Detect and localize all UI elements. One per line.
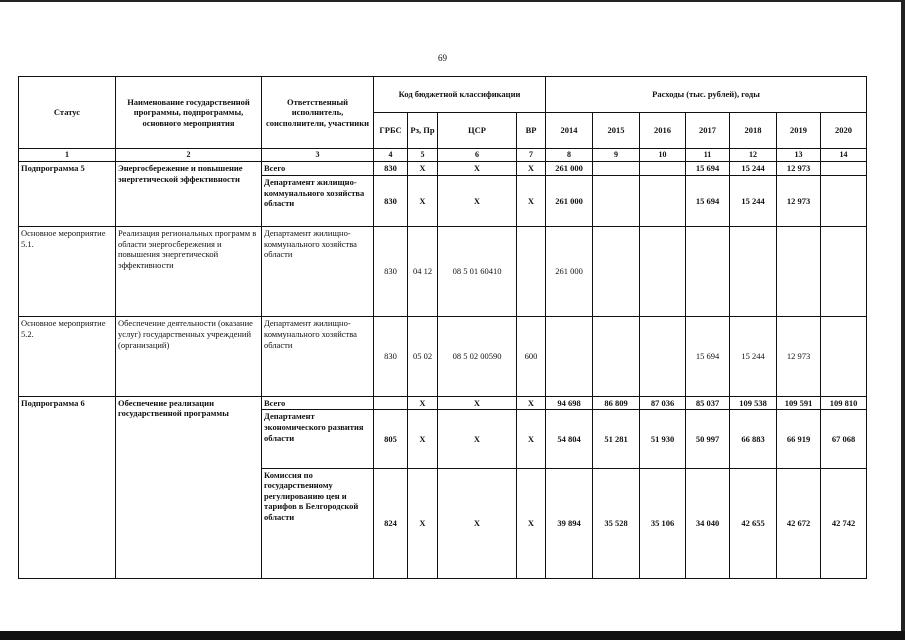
column-number: 4 [374,149,408,162]
value-cell: 50 997 [686,410,730,468]
header-expenses: Расходы (тыс. рублей), годы [546,77,867,113]
value-cell: 109 810 [821,396,867,410]
page-number: 69 [438,53,447,63]
row-status: Основное мероприятие 5.1. [19,227,116,317]
value-cell [640,162,686,176]
row-name: Обеспечение реализации государственной программы [116,396,262,578]
rzpr-cell: Х [408,175,438,226]
rzpr-cell: Х [408,396,438,410]
vr-cell: Х [517,468,546,578]
value-cell: 15 694 [686,162,730,176]
value-cell: 42 655 [730,468,777,578]
budget-table [18,76,867,579]
value-cell [821,175,867,226]
rzpr-cell: Х [408,468,438,578]
value-cell: 34 040 [686,468,730,578]
table-row [19,317,867,396]
table-row [19,396,867,410]
header-budget-code: Код бюджетной классификации [374,77,546,113]
vr-cell: Х [517,162,546,176]
row-executor: Департамент жилищно-коммунального хозяйства области [262,175,374,226]
header-vr: ВР [517,113,546,149]
rzpr-cell: Х [408,410,438,468]
value-cell: 261 000 [546,227,593,317]
value-cell [821,227,867,317]
value-cell [593,175,640,226]
value-cell [730,227,777,317]
value-cell [686,227,730,317]
row-executor: Департамент жилищно-коммунального хозяйства области [262,317,374,396]
row-status: Основное мероприятие 5.2. [19,317,116,396]
value-cell: 54 804 [546,410,593,468]
column-number: 6 [438,149,517,162]
value-cell [777,227,821,317]
value-cell: 12 973 [777,175,821,226]
csr-cell: Х [438,175,517,226]
header-grbs: ГРБС [374,113,408,149]
table-row [19,227,867,317]
csr-cell: 08 5 01 60410 [438,227,517,317]
column-number: 13 [777,149,821,162]
value-cell: 15 694 [686,317,730,396]
column-number: 10 [640,149,686,162]
csr-cell: Х [438,468,517,578]
csr-cell: Х [438,410,517,468]
page-frame-right [901,0,905,640]
header-year: 2015 [593,113,640,149]
value-cell: 261 000 [546,175,593,226]
value-cell: 15 244 [730,317,777,396]
value-cell: 51 281 [593,410,640,468]
column-number: 12 [730,149,777,162]
header-year: 2017 [686,113,730,149]
value-cell: 15 694 [686,175,730,226]
value-cell: 35 528 [593,468,640,578]
vr-cell: Х [517,175,546,226]
header-year: 2016 [640,113,686,149]
column-number: 3 [262,149,374,162]
value-cell: 51 930 [640,410,686,468]
column-number: 8 [546,149,593,162]
page-frame-top [0,0,905,2]
header-year: 2014 [546,113,593,149]
vr-cell: Х [517,396,546,410]
vr-cell: Х [517,410,546,468]
header-year: 2018 [730,113,777,149]
value-cell: 12 973 [777,162,821,176]
column-number: 11 [686,149,730,162]
value-cell: 109 591 [777,396,821,410]
grbs-cell [374,396,408,410]
column-number: 1 [19,149,116,162]
grbs-cell: 805 [374,410,408,468]
vr-cell: 600 [517,317,546,396]
column-number-row [19,149,867,162]
value-cell: 94 698 [546,396,593,410]
value-cell: 15 244 [730,162,777,176]
grbs-cell: 830 [374,162,408,176]
table-row [19,162,867,176]
csr-cell: Х [438,162,517,176]
grbs-cell: 830 [374,227,408,317]
value-cell: 66 883 [730,410,777,468]
grbs-cell: 830 [374,317,408,396]
row-status: Подпрограмма 5 [19,162,116,227]
column-number: 14 [821,149,867,162]
header-rzpr: Рз, Пр [408,113,438,149]
rzpr-cell: Х [408,162,438,176]
page-frame-bottom [0,631,905,640]
row-executor: Департамент жилищно-коммунального хозяйства области [262,227,374,317]
value-cell [640,227,686,317]
header-year: 2019 [777,113,821,149]
value-cell [546,317,593,396]
value-cell [640,317,686,396]
header-csr: ЦСР [438,113,517,149]
rzpr-cell: 04 12 [408,227,438,317]
column-number: 5 [408,149,438,162]
value-cell [593,317,640,396]
header-year: 2020 [821,113,867,149]
row-executor: Всего [262,396,374,410]
header-executor: Ответственный исполнитель, соисполнители, участники [262,77,374,149]
grbs-cell: 824 [374,468,408,578]
value-cell: 261 000 [546,162,593,176]
value-cell: 12 973 [777,317,821,396]
row-name: Обеспечение деятельности (оказание услуг) государственных учреждений (организаций) [116,317,262,396]
row-name: Реализация региональных программ в области энергосбережения и повышения энергетической эффективности [116,227,262,317]
csr-cell: Х [438,396,517,410]
row-executor: Комиссия по государственному регулированию цен и тарифов в Белгородской области [262,468,374,578]
value-cell: 35 106 [640,468,686,578]
value-cell: 42 742 [821,468,867,578]
value-cell [593,162,640,176]
rzpr-cell: 05 02 [408,317,438,396]
value-cell: 39 894 [546,468,593,578]
csr-cell: 08 5 02 00590 [438,317,517,396]
value-cell [593,227,640,317]
vr-cell [517,227,546,317]
row-executor: Всего [262,162,374,176]
value-cell: 66 919 [777,410,821,468]
grbs-cell: 830 [374,175,408,226]
column-number: 2 [116,149,262,162]
value-cell: 87 036 [640,396,686,410]
column-number: 9 [593,149,640,162]
value-cell [821,317,867,396]
value-cell [640,175,686,226]
value-cell: 85 037 [686,396,730,410]
header-row-1 [19,77,867,113]
header-status: Статус [19,77,116,149]
header-name: Наименование государственной программы, подпрограммы, основного мероприятия [116,77,262,149]
value-cell: 42 672 [777,468,821,578]
row-name: Энергосбережение и повышение энергетической эффективности [116,162,262,227]
value-cell: 109 538 [730,396,777,410]
row-executor: Департамент экономического развития области [262,410,374,468]
value-cell [821,162,867,176]
value-cell: 86 809 [593,396,640,410]
value-cell: 15 244 [730,175,777,226]
value-cell: 67 068 [821,410,867,468]
column-number: 7 [517,149,546,162]
row-status: Подпрограмма 6 [19,396,116,578]
